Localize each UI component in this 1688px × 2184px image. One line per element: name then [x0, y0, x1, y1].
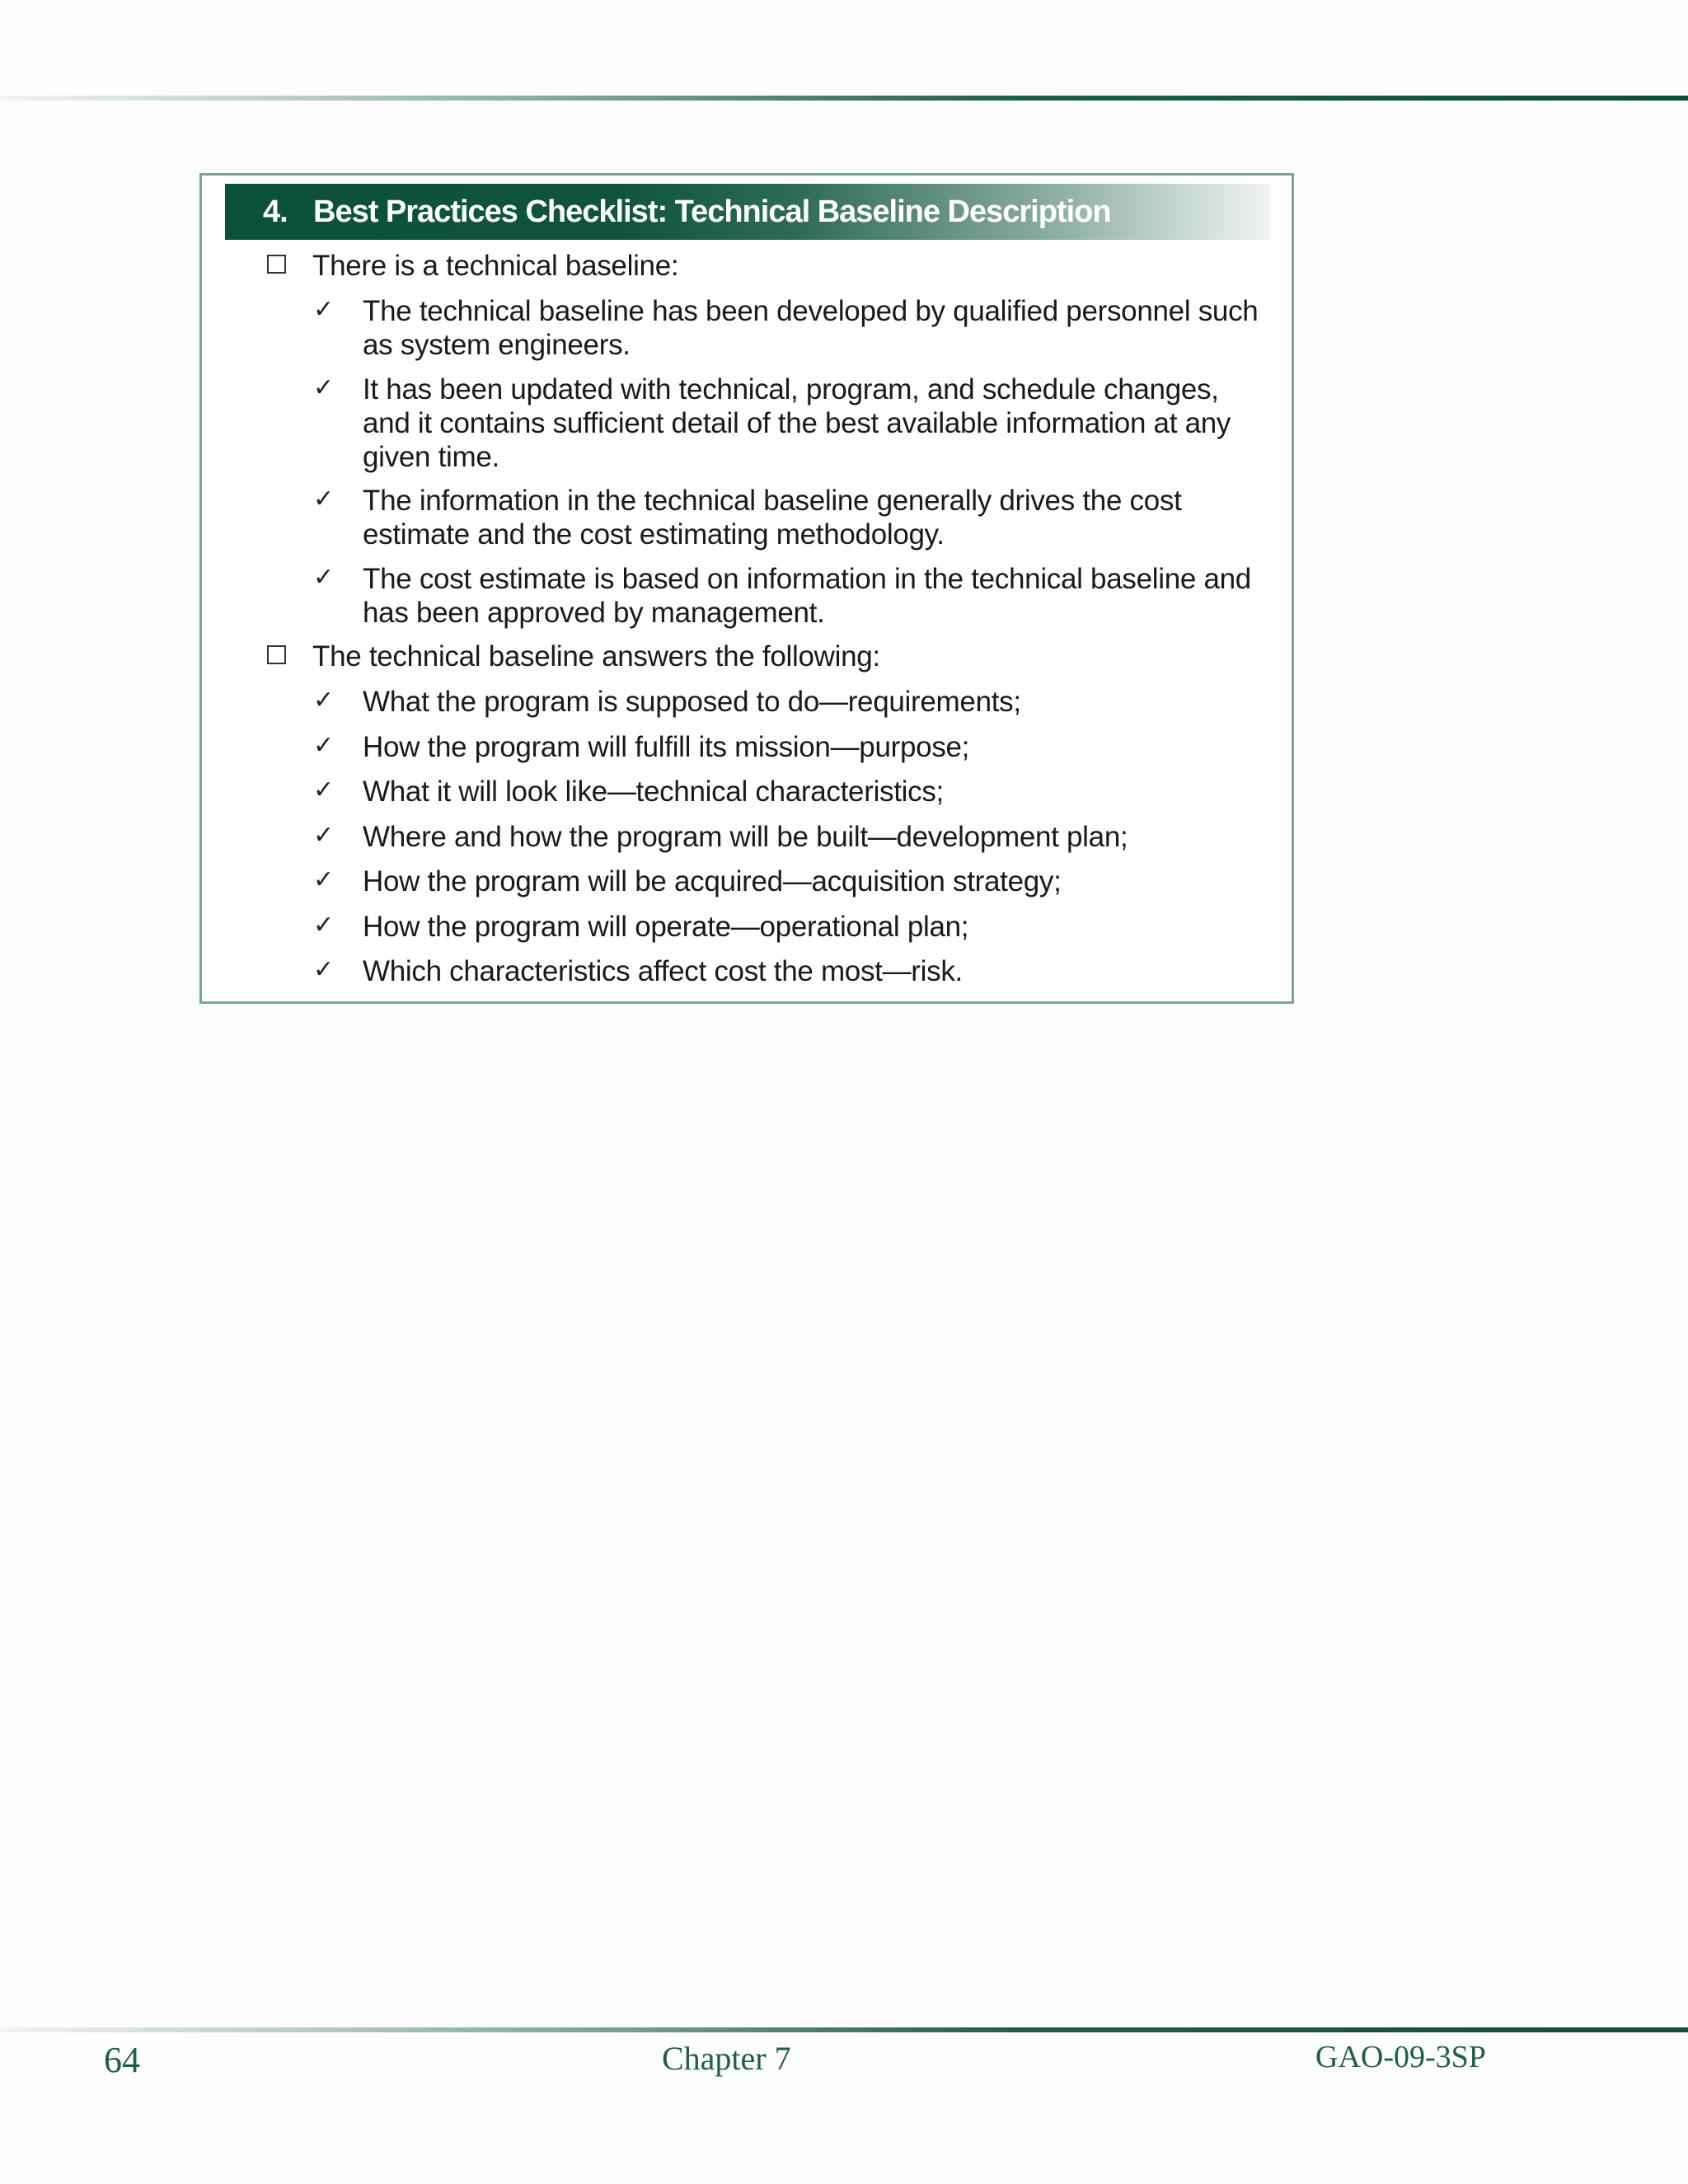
checkmark-icon: ✓: [313, 955, 335, 984]
checkmark-icon: ✓: [313, 295, 335, 324]
checklist-header: [225, 184, 1270, 240]
checkmark-icon: ✓: [313, 911, 335, 940]
page-number: 64: [104, 2040, 140, 2080]
checklist-number: 4.: [263, 194, 288, 229]
section-label: The technical baseline answers the following:: [312, 640, 880, 673]
checkmark-icon: ✓: [313, 865, 335, 894]
section-label: There is a technical baseline:: [312, 250, 679, 282]
checklist-box: [199, 173, 1294, 1004]
checkmark-icon: ✓: [313, 373, 335, 402]
list-item: It has been updated with technical, program, and schedule changes, and it contains sufficient detail of the best available information at any given time.: [363, 373, 1231, 473]
list-item: What the program is supposed to do—requirements;: [363, 686, 1021, 718]
list-item: How the program will be acquired—acquisition strategy;: [363, 865, 1062, 898]
list-item: The technical baseline has been developed by qualified personnel such as system engineers.: [363, 295, 1259, 361]
top-rule: [0, 96, 1688, 101]
list-item: The information in the technical baseline generally drives the cost estimate and the cost estimating methodology.: [363, 485, 1182, 551]
list-item: What it will look like—technical characteristics;: [363, 776, 944, 808]
checklist-title: Best Practices Checklist: Technical Baseline Description: [313, 194, 1111, 229]
list-item: The cost estimate is based on information in the technical baseline and has been approved by management.: [363, 563, 1251, 629]
bottom-rule: [0, 2027, 1688, 2032]
checkmark-icon: ✓: [313, 563, 335, 592]
list-item: How the program will operate—operational plan;: [363, 911, 969, 943]
list-item: Which characteristics affect cost the most—risk.: [363, 955, 963, 987]
empty-checkbox-icon: [267, 255, 286, 274]
checkmark-icon: ✓: [313, 731, 335, 760]
checkmark-icon: ✓: [313, 686, 335, 715]
list-item: Where and how the program will be built—development plan;: [363, 821, 1128, 853]
checkmark-icon: ✓: [313, 821, 335, 850]
empty-checkbox-icon: [267, 645, 286, 664]
chapter-label: Chapter 7: [662, 2040, 791, 2077]
checkmark-icon: ✓: [313, 776, 335, 804]
report-id: GAO-09-3SP: [1315, 2040, 1486, 2074]
list-item: How the program will fulfill its mission—purpose;: [363, 731, 970, 763]
checkmark-icon: ✓: [313, 485, 335, 513]
